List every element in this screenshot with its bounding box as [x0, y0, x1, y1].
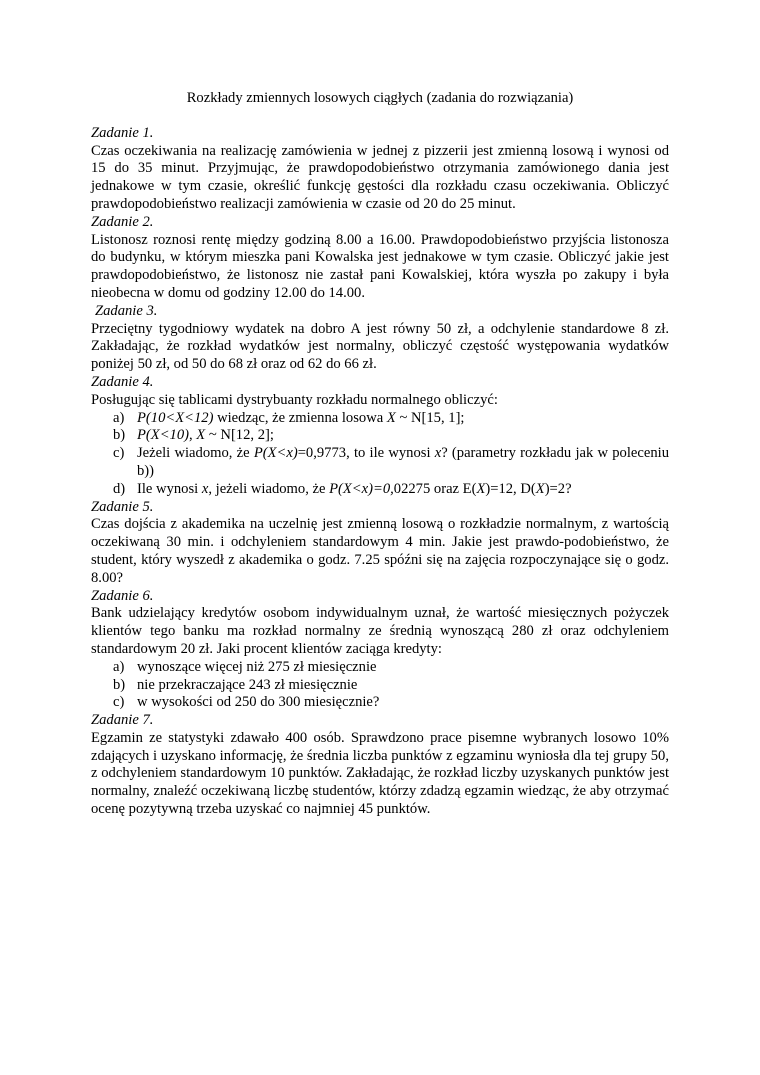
item-text: nie przekraczające 243 zł miesięcznie	[137, 676, 358, 693]
task-4-text: Posługując się tablicami dystrybuanty rozkładu normalnego obliczyć:	[91, 391, 498, 408]
task-4-heading: Zadanie 4.	[91, 373, 154, 390]
formula: P(10<X<12)	[137, 409, 214, 426]
formula: P(X<10)	[137, 427, 189, 444]
list-marker: a)	[113, 409, 125, 426]
item-text: 02275 oraz E(	[393, 480, 477, 497]
list-marker: c)	[113, 694, 125, 711]
item-text: =0,9773, to ile wynosi	[297, 445, 435, 462]
task-1-text: Czas oczekiwania na realizację zamówienia w jednej z pizzerii jest zmienną losową i wynosi od 15 do 35 minut. Przyjmując, że prawdopodobieństwo otrzymania zamówionego dania jest jednakowe w tym czasie, określić funkcję gęstości dla rozkładu czasu oczekiwania. Obliczyć prawdopodobieństwo realizacji zamówienia w czasie od 20 do 25 minut.	[91, 142, 669, 212]
item-text: ~ N[15, 1];	[395, 409, 465, 426]
list-item	[91, 445, 669, 481]
item-text: wynoszące więcej niż 275 zł miesięcznie	[137, 658, 377, 675]
task-4-list	[91, 410, 669, 499]
list-marker: b)	[113, 427, 126, 444]
task-5-heading: Zadanie 5.	[91, 498, 154, 515]
item-text: )=12, D(	[485, 480, 536, 497]
variable: x	[434, 445, 442, 462]
formula: P(X<x)	[253, 445, 298, 462]
list-item	[91, 694, 669, 712]
item-text: ,	[189, 427, 197, 444]
document-page	[91, 90, 669, 819]
task-1-heading: Zadanie 1.	[91, 124, 154, 141]
variable: X	[535, 480, 545, 497]
task-7-heading: Zadanie 7.	[91, 712, 154, 729]
formula: P(X<x)=0,	[329, 480, 394, 497]
item-text: )=2?	[544, 480, 572, 497]
list-marker: d)	[113, 480, 126, 497]
variable: X	[196, 427, 206, 444]
item-text: w wysokości od 250 do 300 miesięcznie?	[137, 694, 380, 711]
list-item	[91, 659, 669, 677]
item-text: ~ N[12, 2];	[205, 427, 274, 444]
list-marker: a)	[113, 658, 125, 675]
task-6-heading: Zadanie 6.	[91, 587, 154, 604]
list-item	[91, 427, 669, 445]
task-2-text: Listonosz roznosi rentę między godziną 8.00 a 16.00. Prawdopodobieństwo przyjścia listonosza do budynku, w którym mieszka pani Kowalska jest jednakowe w tym czasie. Obliczyć jakie jest prawdopodobieństwo, że listonosz nie zastał pani Kowalskiej, która wyszła po zakupy i była nieobecna w domu od godziny 12.00 do 14.00.	[91, 231, 669, 301]
task-2-heading: Zadanie 2.	[91, 213, 154, 230]
list-item	[91, 481, 669, 499]
task-7-text: Egzamin ze statystyki zdawało 400 osób. Sprawdzono prace pisemne wybranych losowo 10% zdających i uzyskano informację, że średnia liczba punktów z egzaminu wyniosła dla tej grupy 50, z odchyleniem standardowym 10 punktów. Zakładając, że rozkład liczby uzyskanych punktów jest normalny, znaleźć oczekiwaną liczbę studentów, którzy zdadzą egzamin wiedząc, że aby otrzymać ocenę pozytywną trzeba uzyskać co najmniej 45 punktów.	[91, 729, 669, 818]
task-6-list	[91, 659, 669, 712]
document-title: Rozkłady zmiennych losowych ciągłych (zadania do rozwiązania)	[186, 90, 574, 106]
list-marker: c)	[113, 445, 125, 462]
task-6-text: Bank udzielający kredytów osobom indywidualnym uznał, że wartość miesięcznych pożyczek klientów tego banku ma rozkład normalny ze średnią wynoszącą 280 zł oraz odchyleniem standardowym 20 zł. Jaki procent klientów zaciąga kredyty:	[91, 605, 669, 657]
item-text: Ile wynosi	[137, 480, 202, 497]
list-marker: b)	[113, 676, 126, 693]
item-text: ? (parametry rozkładu jak w poleceniu b))	[137, 445, 669, 479]
item-text: , jeżeli wiadomo, że	[208, 480, 330, 497]
item-text: Jeżeli wiadomo, że	[137, 445, 254, 462]
variable: X	[386, 409, 396, 426]
task-3-text: Przeciętny tygodniowy wydatek na dobro A jest równy 50 zł, a odchylenie standardowe 8 zł. Zakładając, że rozkład wydatków jest normalny, obliczyć częstość występowania wydatków poniżej 50 zł, od 50 do 68 zł oraz od 62 do 66 zł.	[91, 320, 669, 373]
item-text: wiedząc, że zmienna losowa	[213, 409, 387, 426]
task-5-text: Czas dojścia z akademika na uczelnię jest zmienną losową o rozkładzie normalnym, z wartością oczekiwaną 30 min. i odchyleniem standardowym 4 min. Jakie jest prawdo-podobieństwo, że student, który wyszedł z akademika o godz. 7.25 spóźni się na zajęcia rozpoczynające się o godz. 8.00?	[91, 516, 669, 586]
list-item	[91, 677, 669, 695]
variable: x	[201, 480, 209, 497]
task-3-heading: Zadanie 3.	[95, 302, 158, 319]
variable: X	[476, 480, 486, 497]
list-item	[91, 410, 669, 428]
